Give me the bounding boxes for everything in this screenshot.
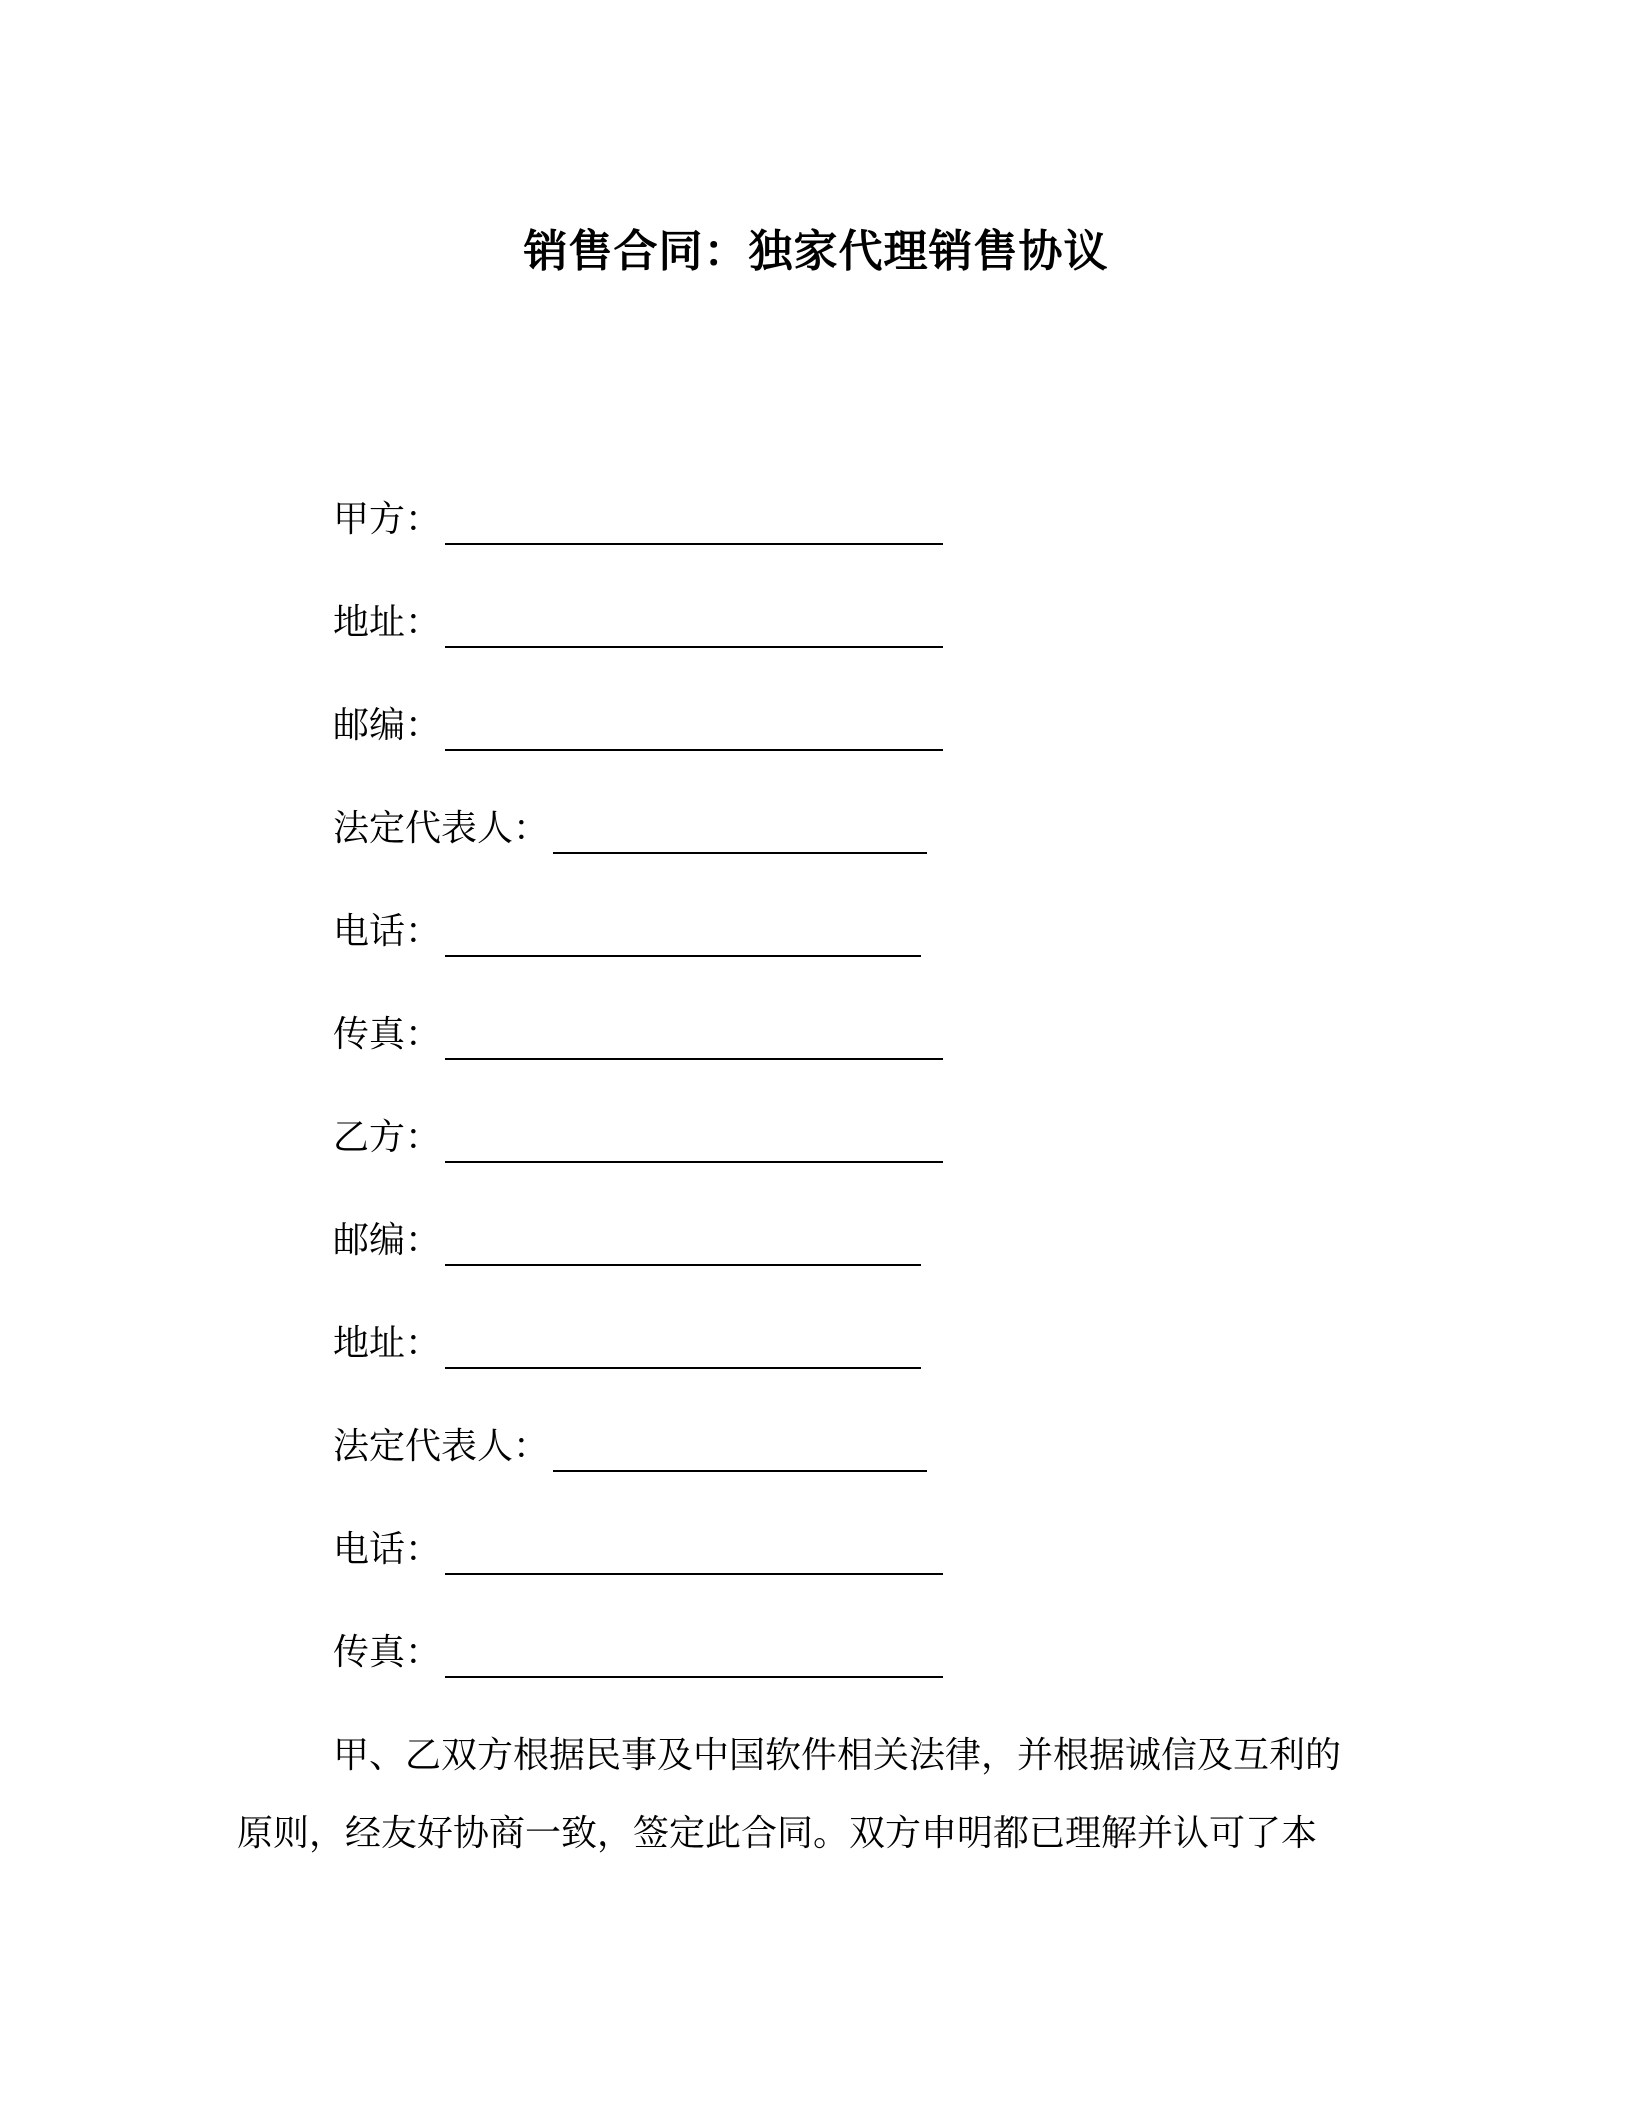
party-a-address-blank [445, 608, 943, 648]
party-a-legal-rep-blank [553, 814, 927, 854]
party-b-fax-field [333, 1628, 943, 1678]
party-a-address-label: 地址： [333, 602, 442, 643]
party-a-fax-blank [445, 1020, 943, 1060]
party-b-postcode-blank [445, 1226, 921, 1266]
agreement-paragraph-line-1: 甲、乙双方根据民事及中国软件相关法律，并根据诚信及互利的 [333, 1735, 1342, 1776]
party-a-phone-blank [445, 917, 921, 957]
party-a-fax-label: 传真： [333, 1014, 442, 1055]
party-a-legal-rep-field [333, 804, 927, 854]
party-a-blank [445, 505, 943, 545]
party-b-blank [445, 1123, 943, 1163]
party-b-postcode-field [333, 1216, 921, 1266]
party-b-postcode-label: 邮编： [333, 1220, 442, 1261]
party-b-fax-label: 传真： [333, 1632, 442, 1673]
party-b-phone-field [333, 1525, 943, 1575]
party-b-label: 乙方： [333, 1117, 442, 1158]
agreement-paragraph-line-2: 原则，经友好协商一致，签定此合同。双方申明都已理解并认可了本 [237, 1813, 1318, 1854]
party-a-legal-rep-label: 法定代表人： [333, 808, 550, 849]
party-b-legal-rep-label: 法定代表人： [333, 1426, 550, 1467]
party-a-phone-field [333, 907, 921, 957]
party-b-fax-blank [445, 1638, 943, 1678]
party-b-address-label: 地址： [333, 1323, 442, 1364]
party-b-legal-rep-field [333, 1422, 927, 1472]
party-b-legal-rep-blank [553, 1432, 927, 1472]
party-a-phone-label: 电话： [333, 911, 442, 952]
party-a-postcode-label: 邮编： [333, 705, 442, 746]
party-b-address-field [333, 1319, 921, 1369]
party-b-phone-label: 电话： [333, 1529, 442, 1570]
party-b-field [333, 1113, 943, 1163]
party-b-phone-blank [445, 1535, 943, 1575]
party-a-address-field [333, 598, 943, 648]
party-a-postcode-field [333, 701, 943, 751]
party-a-field [333, 495, 943, 545]
document-title: 销售合同：独家代理销售协议 [523, 226, 1109, 277]
party-a-postcode-blank [445, 711, 943, 751]
party-a-fax-field [333, 1010, 943, 1060]
party-b-address-blank [445, 1329, 921, 1369]
party-a-label: 甲方： [333, 499, 442, 540]
